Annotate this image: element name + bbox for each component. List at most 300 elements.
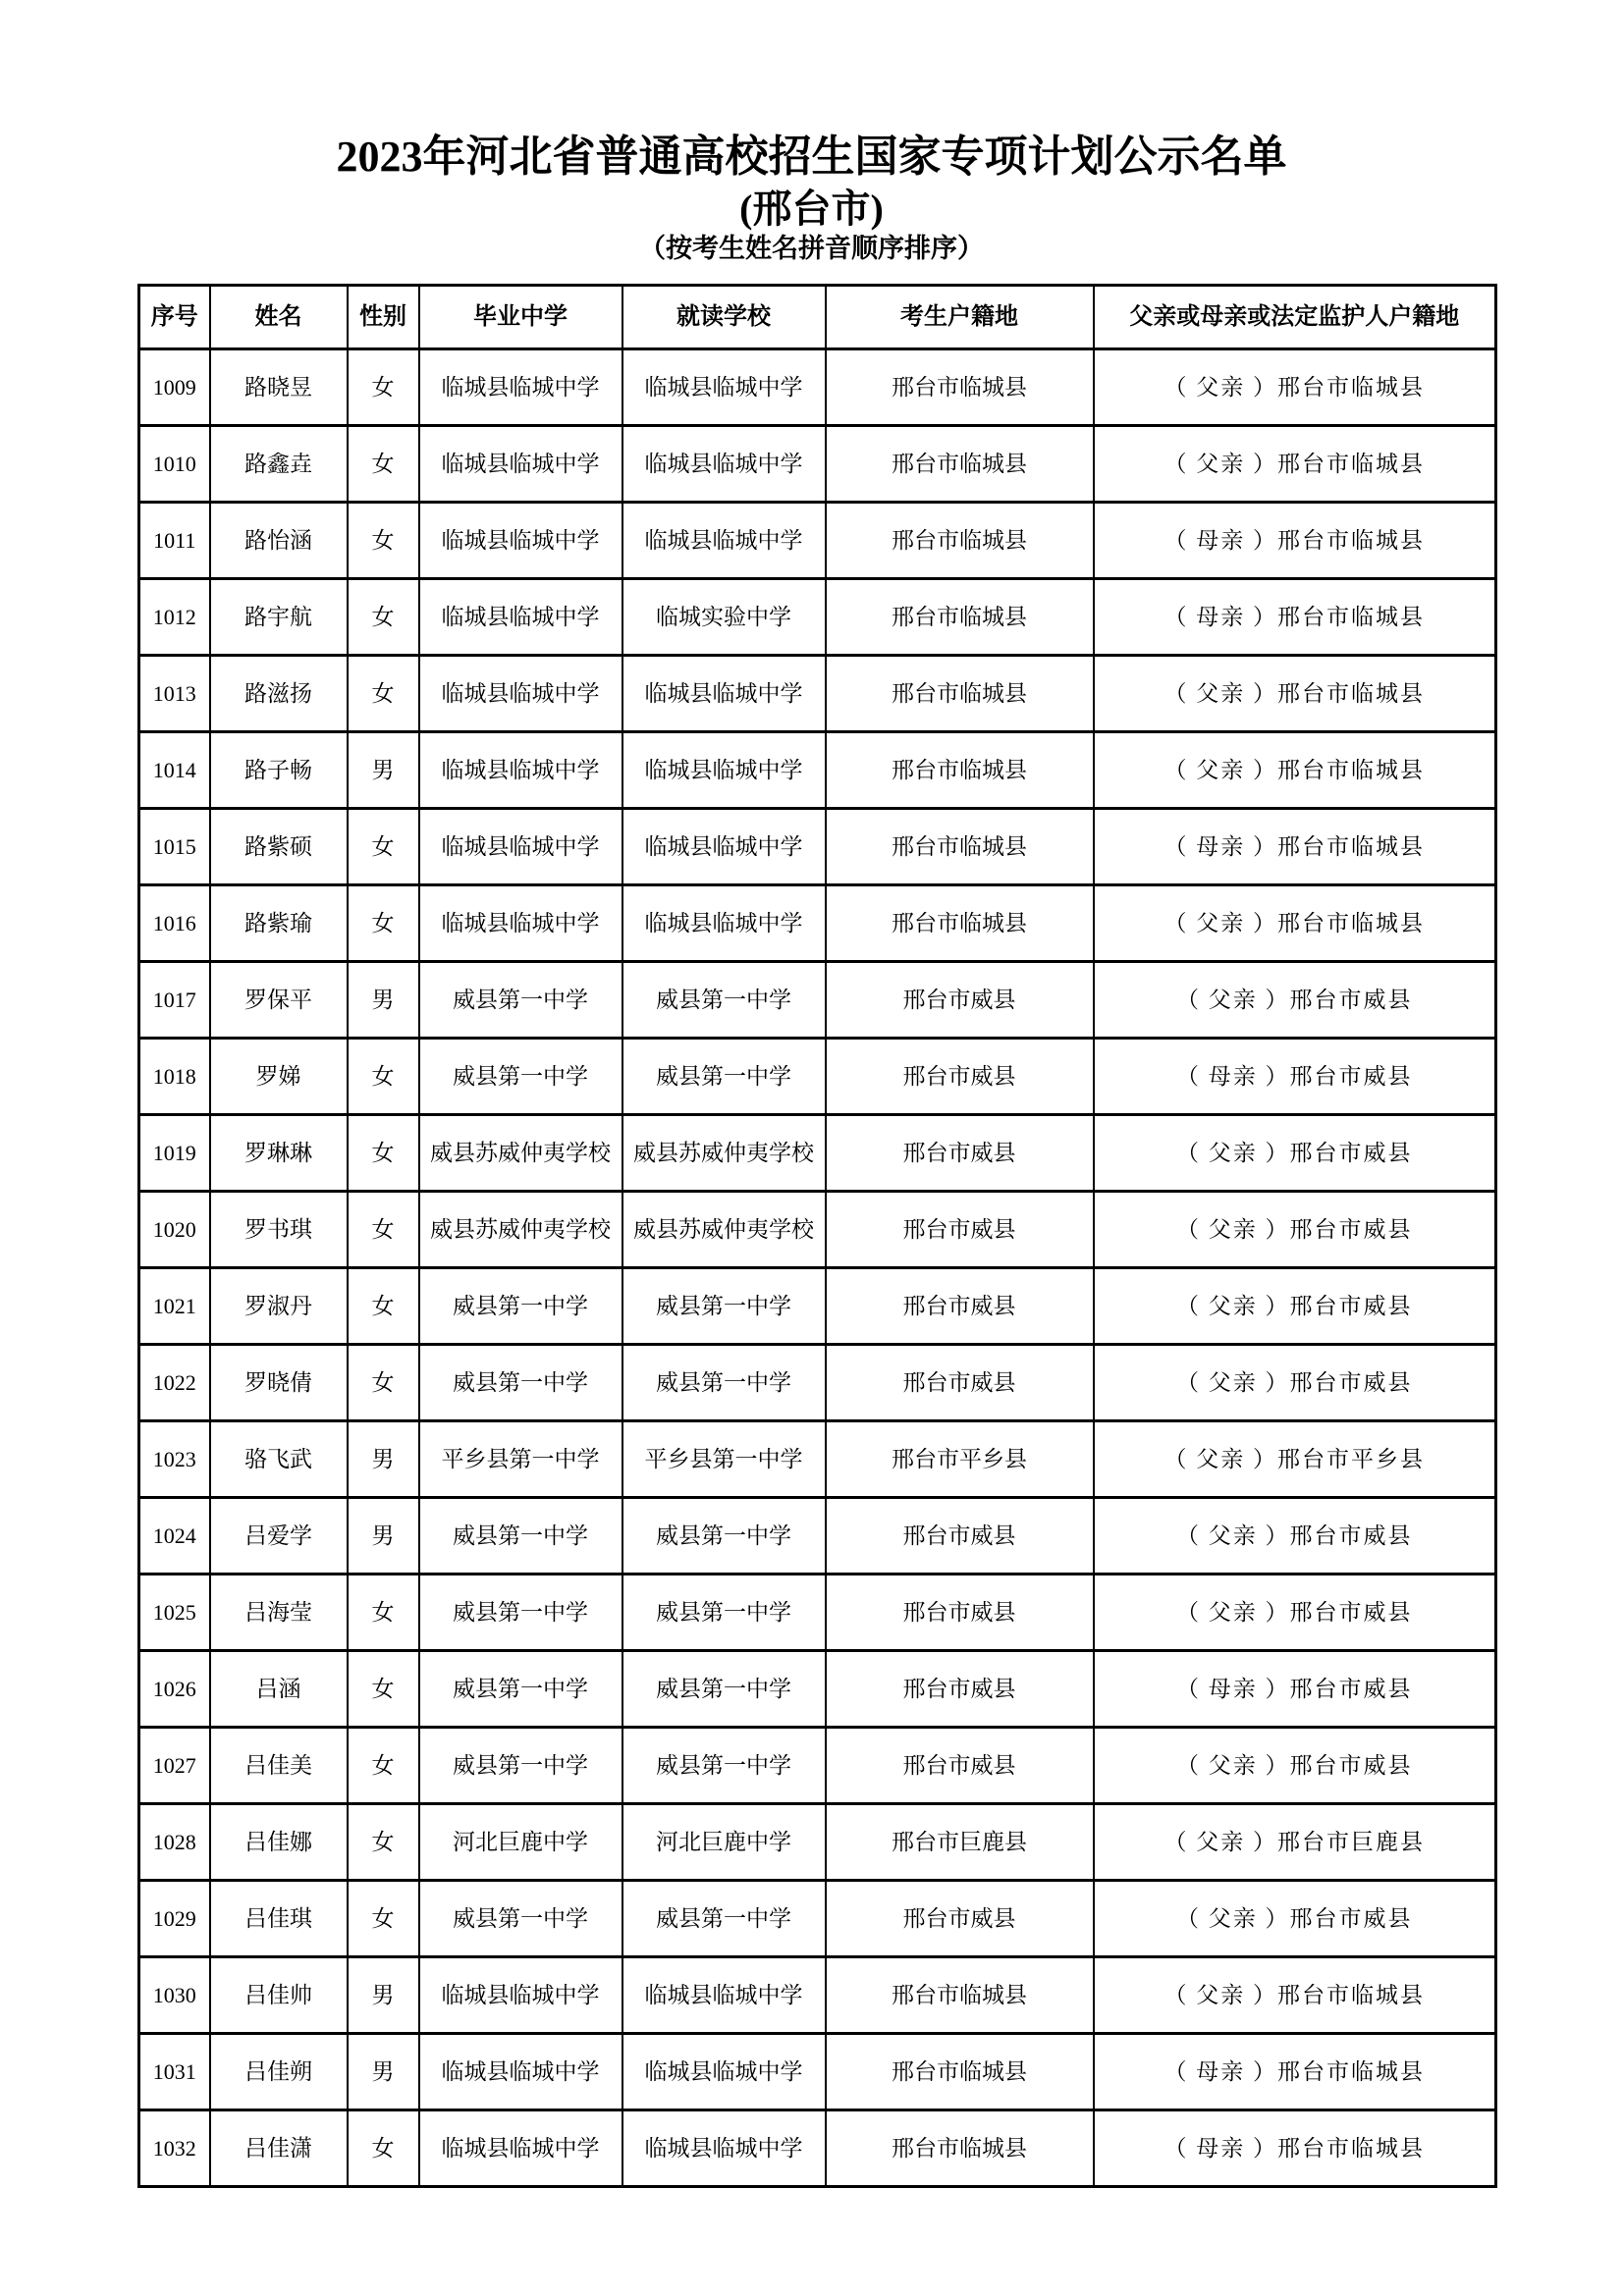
cell-no: 1031 bbox=[139, 2034, 210, 2110]
guardian-relation: 父亲 bbox=[1196, 374, 1246, 400]
cell-gender: 女 bbox=[348, 349, 419, 426]
cell-hukou: 邢台市临城县 bbox=[826, 426, 1094, 503]
cell-grad-school: 威县第一中学 bbox=[419, 1728, 622, 1804]
cell-hukou: 邢台市临城县 bbox=[826, 656, 1094, 732]
cell-hukou: 邢台市临城县 bbox=[826, 503, 1094, 579]
guardian-location: 邢台市威县 bbox=[1289, 1676, 1413, 1701]
cell-current-school: 威县第一中学 bbox=[622, 1039, 826, 1115]
paren-close: ） bbox=[1245, 910, 1277, 935]
guardian-relation: 父亲 bbox=[1208, 1369, 1258, 1395]
cell-grad-school: 威县苏威仲夷学校 bbox=[419, 1192, 622, 1268]
cell-gender: 女 bbox=[348, 579, 419, 656]
paren-open: （ bbox=[1163, 2058, 1197, 2084]
table-row bbox=[139, 1804, 1496, 1881]
cell-current-school: 威县第一中学 bbox=[622, 1268, 826, 1345]
table-row bbox=[139, 349, 1496, 426]
cell-no: 1025 bbox=[139, 1575, 210, 1651]
guardian-relation: 父亲 bbox=[1208, 1216, 1258, 1242]
table-row bbox=[139, 1498, 1496, 1575]
cell-hukou: 邢台市威县 bbox=[826, 1268, 1094, 1345]
table-header-row bbox=[139, 286, 1496, 349]
cell-guardian-hukou bbox=[1094, 1957, 1496, 2034]
region-subtitle: (邢台市) bbox=[739, 187, 884, 231]
cell-gender: 男 bbox=[348, 1498, 419, 1575]
guardian-relation: 母亲 bbox=[1196, 2135, 1246, 2161]
cell-name: 路紫硕 bbox=[210, 809, 348, 885]
cell-no: 1024 bbox=[139, 1498, 210, 1575]
cell-no: 1032 bbox=[139, 2110, 210, 2187]
table-row bbox=[139, 1345, 1496, 1421]
cell-name: 吕佳帅 bbox=[210, 1957, 348, 2034]
paren-open: （ bbox=[1176, 1216, 1209, 1242]
document-title: 2023年河北省普通高校招生国家专项计划公示名单 bbox=[336, 133, 1287, 181]
table-row bbox=[139, 2034, 1496, 2110]
cell-grad-school: 临城县临城中学 bbox=[419, 809, 622, 885]
cell-current-school: 河北巨鹿中学 bbox=[622, 1804, 826, 1881]
cell-name: 路鑫垚 bbox=[210, 426, 348, 503]
header-gender: 性别 bbox=[348, 286, 419, 349]
paren-open: （ bbox=[1176, 1140, 1209, 1165]
cell-grad-school: 威县第一中学 bbox=[419, 1651, 622, 1728]
cell-hukou: 邢台市威县 bbox=[826, 1039, 1094, 1115]
student-list-table bbox=[137, 284, 1497, 2188]
cell-gender: 女 bbox=[348, 426, 419, 503]
guardian-relation: 父亲 bbox=[1196, 757, 1246, 782]
cell-name: 路宇航 bbox=[210, 579, 348, 656]
cell-gender: 男 bbox=[348, 2034, 419, 2110]
cell-gender: 女 bbox=[348, 1728, 419, 1804]
cell-current-school: 平乡县第一中学 bbox=[622, 1421, 826, 1498]
cell-current-school: 临城县临城中学 bbox=[622, 503, 826, 579]
cell-guardian-hukou bbox=[1094, 1421, 1496, 1498]
cell-hukou: 邢台市威县 bbox=[826, 1115, 1094, 1192]
guardian-relation: 父亲 bbox=[1196, 1446, 1246, 1471]
paren-open: （ bbox=[1176, 987, 1209, 1012]
cell-name: 罗书琪 bbox=[210, 1192, 348, 1268]
cell-current-school: 威县第一中学 bbox=[622, 1575, 826, 1651]
guardian-relation: 父亲 bbox=[1196, 1982, 1246, 2007]
header-grad-school: 毕业中学 bbox=[419, 286, 622, 349]
paren-close: ） bbox=[1257, 1293, 1290, 1318]
paren-open: （ bbox=[1163, 910, 1197, 935]
cell-grad-school: 威县第一中学 bbox=[419, 1345, 622, 1421]
cell-gender: 女 bbox=[348, 1268, 419, 1345]
paren-close: ） bbox=[1257, 1676, 1290, 1701]
paren-open: （ bbox=[1163, 374, 1197, 400]
guardian-location: 邢台市临城县 bbox=[1277, 451, 1425, 476]
cell-guardian-hukou bbox=[1094, 426, 1496, 503]
paren-open: （ bbox=[1163, 527, 1197, 553]
guardian-relation: 母亲 bbox=[1208, 1676, 1258, 1701]
guardian-location: 邢台市临城县 bbox=[1277, 757, 1425, 782]
guardian-location: 邢台市威县 bbox=[1289, 1599, 1413, 1625]
cell-no: 1017 bbox=[139, 962, 210, 1039]
table-row bbox=[139, 962, 1496, 1039]
guardian-location: 邢台市威县 bbox=[1289, 1063, 1413, 1089]
cell-current-school: 临城县临城中学 bbox=[622, 732, 826, 809]
paren-close: ） bbox=[1245, 374, 1277, 400]
guardian-relation: 父亲 bbox=[1208, 1140, 1258, 1165]
header-no: 序号 bbox=[139, 286, 210, 349]
table-row bbox=[139, 579, 1496, 656]
cell-hukou: 邢台市威县 bbox=[826, 1345, 1094, 1421]
table-row bbox=[139, 2110, 1496, 2187]
paren-close: ） bbox=[1245, 2135, 1277, 2161]
cell-gender: 女 bbox=[348, 1115, 419, 1192]
guardian-location: 邢台市临城县 bbox=[1277, 604, 1425, 629]
header-hukou: 考生户籍地 bbox=[826, 286, 1094, 349]
paren-open: （ bbox=[1163, 680, 1197, 706]
cell-grad-school: 临城县临城中学 bbox=[419, 2034, 622, 2110]
cell-guardian-hukou bbox=[1094, 1651, 1496, 1728]
cell-current-school: 临城县临城中学 bbox=[622, 809, 826, 885]
paren-open: （ bbox=[1163, 1829, 1197, 1854]
paren-close: ） bbox=[1245, 1829, 1277, 1854]
guardian-location: 邢台市威县 bbox=[1289, 1369, 1413, 1395]
cell-gender: 女 bbox=[348, 809, 419, 885]
guardian-location: 邢台市临城县 bbox=[1277, 910, 1425, 935]
cell-no: 1014 bbox=[139, 732, 210, 809]
cell-hukou: 邢台市威县 bbox=[826, 1651, 1094, 1728]
cell-name: 罗娣 bbox=[210, 1039, 348, 1115]
cell-guardian-hukou bbox=[1094, 1575, 1496, 1651]
cell-current-school: 临城县临城中学 bbox=[622, 2110, 826, 2187]
guardian-relation: 父亲 bbox=[1196, 680, 1246, 706]
guardian-relation: 父亲 bbox=[1208, 1752, 1258, 1778]
cell-name: 吕爱学 bbox=[210, 1498, 348, 1575]
paren-close: ） bbox=[1245, 604, 1277, 629]
cell-grad-school: 威县第一中学 bbox=[419, 1498, 622, 1575]
cell-current-school: 威县苏威仲夷学校 bbox=[622, 1192, 826, 1268]
table-row bbox=[139, 1575, 1496, 1651]
guardian-location: 邢台市临城县 bbox=[1277, 2135, 1425, 2161]
guardian-relation: 父亲 bbox=[1196, 1829, 1246, 1854]
cell-grad-school: 临城县临城中学 bbox=[419, 1957, 622, 2034]
cell-hukou: 邢台市威县 bbox=[826, 1192, 1094, 1268]
cell-name: 罗淑丹 bbox=[210, 1268, 348, 1345]
cell-gender: 女 bbox=[348, 885, 419, 962]
paren-close: ） bbox=[1245, 757, 1277, 782]
table-row bbox=[139, 1651, 1496, 1728]
guardian-relation: 父亲 bbox=[1196, 910, 1246, 935]
table-row bbox=[139, 426, 1496, 503]
paren-open: （ bbox=[1176, 1522, 1209, 1548]
cell-guardian-hukou bbox=[1094, 656, 1496, 732]
table-row bbox=[139, 656, 1496, 732]
cell-no: 1013 bbox=[139, 656, 210, 732]
guardian-location: 邢台市威县 bbox=[1289, 1293, 1413, 1318]
cell-current-school: 临城县临城中学 bbox=[622, 1957, 826, 2034]
guardian-relation: 父亲 bbox=[1196, 451, 1246, 476]
cell-grad-school: 临城县临城中学 bbox=[419, 2110, 622, 2187]
cell-guardian-hukou bbox=[1094, 885, 1496, 962]
guardian-relation: 父亲 bbox=[1208, 1905, 1258, 1931]
guardian-location: 邢台市威县 bbox=[1289, 1522, 1413, 1548]
paren-open: （ bbox=[1176, 1369, 1209, 1395]
cell-guardian-hukou bbox=[1094, 579, 1496, 656]
cell-gender: 女 bbox=[348, 503, 419, 579]
cell-no: 1012 bbox=[139, 579, 210, 656]
paren-close: ） bbox=[1257, 1369, 1290, 1395]
paren-close: ） bbox=[1245, 2058, 1277, 2084]
cell-guardian-hukou bbox=[1094, 349, 1496, 426]
guardian-relation: 父亲 bbox=[1208, 1293, 1258, 1318]
table-row bbox=[139, 885, 1496, 962]
cell-guardian-hukou bbox=[1094, 1881, 1496, 1957]
cell-current-school: 临城实验中学 bbox=[622, 579, 826, 656]
cell-current-school: 临城县临城中学 bbox=[622, 426, 826, 503]
cell-hukou: 邢台市平乡县 bbox=[826, 1421, 1094, 1498]
table-row bbox=[139, 1957, 1496, 2034]
cell-guardian-hukou bbox=[1094, 1115, 1496, 1192]
paren-close: ） bbox=[1257, 1522, 1290, 1548]
cell-gender: 女 bbox=[348, 1039, 419, 1115]
cell-hukou: 邢台市威县 bbox=[826, 1498, 1094, 1575]
paren-open: （ bbox=[1163, 604, 1197, 629]
cell-current-school: 威县第一中学 bbox=[622, 1651, 826, 1728]
guardian-location: 邢台市临城县 bbox=[1277, 680, 1425, 706]
cell-gender: 女 bbox=[348, 1345, 419, 1421]
cell-hukou: 邢台市威县 bbox=[826, 1575, 1094, 1651]
guardian-location: 邢台市临城县 bbox=[1277, 1982, 1425, 2007]
table-row bbox=[139, 809, 1496, 885]
cell-guardian-hukou bbox=[1094, 1192, 1496, 1268]
table-row bbox=[139, 1192, 1496, 1268]
cell-gender: 女 bbox=[348, 1804, 419, 1881]
cell-name: 罗晓倩 bbox=[210, 1345, 348, 1421]
cell-guardian-hukou bbox=[1094, 1498, 1496, 1575]
cell-name: 吕佳朔 bbox=[210, 2034, 348, 2110]
paren-close: ） bbox=[1257, 1752, 1290, 1778]
cell-gender: 男 bbox=[348, 1421, 419, 1498]
cell-no: 1011 bbox=[139, 503, 210, 579]
paren-close: ） bbox=[1257, 987, 1290, 1012]
cell-grad-school: 威县第一中学 bbox=[419, 962, 622, 1039]
paren-open: （ bbox=[1176, 1599, 1209, 1625]
cell-guardian-hukou bbox=[1094, 1268, 1496, 1345]
paren-open: （ bbox=[1176, 1293, 1209, 1318]
cell-guardian-hukou bbox=[1094, 1728, 1496, 1804]
guardian-location: 邢台市临城县 bbox=[1277, 833, 1425, 859]
guardian-location: 邢台市临城县 bbox=[1277, 527, 1425, 553]
cell-name: 路怡涵 bbox=[210, 503, 348, 579]
cell-guardian-hukou bbox=[1094, 962, 1496, 1039]
cell-grad-school: 河北巨鹿中学 bbox=[419, 1804, 622, 1881]
paren-open: （ bbox=[1176, 1752, 1209, 1778]
guardian-relation: 母亲 bbox=[1196, 833, 1246, 859]
guardian-location: 邢台市平乡县 bbox=[1277, 1446, 1425, 1471]
cell-grad-school: 威县苏威仲夷学校 bbox=[419, 1115, 622, 1192]
cell-hukou: 邢台市临城县 bbox=[826, 732, 1094, 809]
cell-guardian-hukou bbox=[1094, 1039, 1496, 1115]
cell-grad-school: 平乡县第一中学 bbox=[419, 1421, 622, 1498]
table-row bbox=[139, 1115, 1496, 1192]
paren-open: （ bbox=[1176, 1063, 1209, 1089]
cell-guardian-hukou bbox=[1094, 2034, 1496, 2110]
cell-grad-school: 威县第一中学 bbox=[419, 1575, 622, 1651]
cell-grad-school: 临城县临城中学 bbox=[419, 426, 622, 503]
guardian-relation: 父亲 bbox=[1208, 1522, 1258, 1548]
paren-close: ） bbox=[1257, 1140, 1290, 1165]
cell-current-school: 威县第一中学 bbox=[622, 1728, 826, 1804]
table-row bbox=[139, 1039, 1496, 1115]
table-row bbox=[139, 503, 1496, 579]
cell-gender: 男 bbox=[348, 962, 419, 1039]
guardian-relation: 母亲 bbox=[1196, 2058, 1246, 2084]
table-row bbox=[139, 1421, 1496, 1498]
cell-current-school: 威县第一中学 bbox=[622, 1345, 826, 1421]
cell-current-school: 临城县临城中学 bbox=[622, 349, 826, 426]
header-guardian-hukou: 父亲或母亲或法定监护人户籍地 bbox=[1094, 286, 1496, 349]
cell-guardian-hukou bbox=[1094, 2110, 1496, 2187]
guardian-location: 邢台市威县 bbox=[1289, 987, 1413, 1012]
cell-hukou: 邢台市威县 bbox=[826, 1728, 1094, 1804]
cell-name: 吕佳潇 bbox=[210, 2110, 348, 2187]
paren-open: （ bbox=[1163, 833, 1197, 859]
cell-hukou: 邢台市临城县 bbox=[826, 1957, 1094, 2034]
paren-open: （ bbox=[1176, 1676, 1209, 1701]
cell-hukou: 邢台市临城县 bbox=[826, 809, 1094, 885]
guardian-relation: 母亲 bbox=[1196, 527, 1246, 553]
guardian-relation: 母亲 bbox=[1196, 604, 1246, 629]
cell-gender: 女 bbox=[348, 1575, 419, 1651]
cell-guardian-hukou bbox=[1094, 809, 1496, 885]
cell-no: 1009 bbox=[139, 349, 210, 426]
paren-open: （ bbox=[1176, 1905, 1209, 1931]
cell-name: 吕海莹 bbox=[210, 1575, 348, 1651]
paren-close: ） bbox=[1245, 527, 1277, 553]
cell-current-school: 临城县临城中学 bbox=[622, 2034, 826, 2110]
cell-name: 路紫瑜 bbox=[210, 885, 348, 962]
cell-gender: 男 bbox=[348, 1957, 419, 2034]
guardian-location: 邢台市威县 bbox=[1289, 1140, 1413, 1165]
cell-gender: 女 bbox=[348, 656, 419, 732]
cell-no: 1027 bbox=[139, 1728, 210, 1804]
guardian-location: 邢台市威县 bbox=[1289, 1216, 1413, 1242]
cell-no: 1022 bbox=[139, 1345, 210, 1421]
header-current-school: 就读学校 bbox=[622, 286, 826, 349]
cell-no: 1028 bbox=[139, 1804, 210, 1881]
cell-no: 1018 bbox=[139, 1039, 210, 1115]
cell-current-school: 威县第一中学 bbox=[622, 962, 826, 1039]
cell-grad-school: 威县第一中学 bbox=[419, 1881, 622, 1957]
paren-close: ） bbox=[1257, 1063, 1290, 1089]
guardian-location: 邢台市临城县 bbox=[1277, 374, 1425, 400]
table-row bbox=[139, 1268, 1496, 1345]
paren-close: ） bbox=[1257, 1216, 1290, 1242]
cell-name: 罗保平 bbox=[210, 962, 348, 1039]
cell-no: 1010 bbox=[139, 426, 210, 503]
cell-gender: 男 bbox=[348, 732, 419, 809]
cell-current-school: 威县第一中学 bbox=[622, 1881, 826, 1957]
paren-close: ） bbox=[1245, 833, 1277, 859]
paren-open: （ bbox=[1163, 757, 1197, 782]
cell-grad-school: 威县第一中学 bbox=[419, 1039, 622, 1115]
cell-name: 罗琳琳 bbox=[210, 1115, 348, 1192]
cell-hukou: 邢台市临城县 bbox=[826, 2110, 1094, 2187]
paren-open: （ bbox=[1163, 451, 1197, 476]
table-row bbox=[139, 1881, 1496, 1957]
cell-no: 1020 bbox=[139, 1192, 210, 1268]
cell-grad-school: 威县第一中学 bbox=[419, 1268, 622, 1345]
header-name: 姓名 bbox=[210, 286, 348, 349]
cell-current-school: 临城县临城中学 bbox=[622, 656, 826, 732]
cell-current-school: 临城县临城中学 bbox=[622, 885, 826, 962]
cell-gender: 女 bbox=[348, 1651, 419, 1728]
cell-grad-school: 临城县临城中学 bbox=[419, 885, 622, 962]
cell-name: 吕佳琪 bbox=[210, 1881, 348, 1957]
paren-close: ） bbox=[1245, 680, 1277, 706]
cell-hukou: 邢台市巨鹿县 bbox=[826, 1804, 1094, 1881]
cell-guardian-hukou bbox=[1094, 1345, 1496, 1421]
cell-no: 1019 bbox=[139, 1115, 210, 1192]
cell-name: 路子畅 bbox=[210, 732, 348, 809]
cell-guardian-hukou bbox=[1094, 732, 1496, 809]
guardian-location: 邢台市威县 bbox=[1289, 1752, 1413, 1778]
cell-no: 1026 bbox=[139, 1651, 210, 1728]
cell-hukou: 邢台市临城县 bbox=[826, 885, 1094, 962]
sort-note: （按考生姓名拼音顺序排序） bbox=[639, 234, 984, 263]
paren-open: （ bbox=[1163, 2135, 1197, 2161]
cell-name: 路滋扬 bbox=[210, 656, 348, 732]
cell-gender: 女 bbox=[348, 2110, 419, 2187]
cell-no: 1029 bbox=[139, 1881, 210, 1957]
cell-name: 路晓昱 bbox=[210, 349, 348, 426]
paren-close: ） bbox=[1257, 1905, 1290, 1931]
cell-guardian-hukou bbox=[1094, 503, 1496, 579]
cell-hukou: 邢台市临城县 bbox=[826, 349, 1094, 426]
guardian-relation: 父亲 bbox=[1208, 987, 1258, 1012]
cell-grad-school: 临城县临城中学 bbox=[419, 579, 622, 656]
table-row bbox=[139, 1728, 1496, 1804]
cell-gender: 女 bbox=[348, 1881, 419, 1957]
cell-name: 吕佳美 bbox=[210, 1728, 348, 1804]
cell-no: 1015 bbox=[139, 809, 210, 885]
paren-close: ） bbox=[1245, 451, 1277, 476]
cell-name: 骆飞武 bbox=[210, 1421, 348, 1498]
paren-close: ） bbox=[1245, 1446, 1277, 1471]
paren-close: ） bbox=[1257, 1599, 1290, 1625]
table-row bbox=[139, 732, 1496, 809]
cell-grad-school: 临城县临城中学 bbox=[419, 349, 622, 426]
cell-no: 1023 bbox=[139, 1421, 210, 1498]
cell-hukou: 邢台市威县 bbox=[826, 1881, 1094, 1957]
paren-open: （ bbox=[1163, 1982, 1197, 2007]
guardian-location: 邢台市威县 bbox=[1289, 1905, 1413, 1931]
cell-current-school: 威县苏威仲夷学校 bbox=[622, 1115, 826, 1192]
cell-no: 1021 bbox=[139, 1268, 210, 1345]
guardian-location: 邢台市巨鹿县 bbox=[1277, 1829, 1425, 1854]
guardian-location: 邢台市临城县 bbox=[1277, 2058, 1425, 2084]
cell-name: 吕佳娜 bbox=[210, 1804, 348, 1881]
cell-grad-school: 临城县临城中学 bbox=[419, 503, 622, 579]
cell-guardian-hukou bbox=[1094, 1804, 1496, 1881]
cell-grad-school: 临城县临城中学 bbox=[419, 656, 622, 732]
cell-hukou: 邢台市临城县 bbox=[826, 2034, 1094, 2110]
cell-gender: 女 bbox=[348, 1192, 419, 1268]
cell-grad-school: 临城县临城中学 bbox=[419, 732, 622, 809]
cell-no: 1016 bbox=[139, 885, 210, 962]
cell-name: 吕涵 bbox=[210, 1651, 348, 1728]
paren-open: （ bbox=[1163, 1446, 1197, 1471]
guardian-relation: 父亲 bbox=[1208, 1599, 1258, 1625]
cell-hukou: 邢台市临城县 bbox=[826, 579, 1094, 656]
cell-current-school: 威县第一中学 bbox=[622, 1498, 826, 1575]
cell-hukou: 邢台市威县 bbox=[826, 962, 1094, 1039]
cell-no: 1030 bbox=[139, 1957, 210, 2034]
paren-close: ） bbox=[1245, 1982, 1277, 2007]
guardian-relation: 母亲 bbox=[1208, 1063, 1258, 1089]
